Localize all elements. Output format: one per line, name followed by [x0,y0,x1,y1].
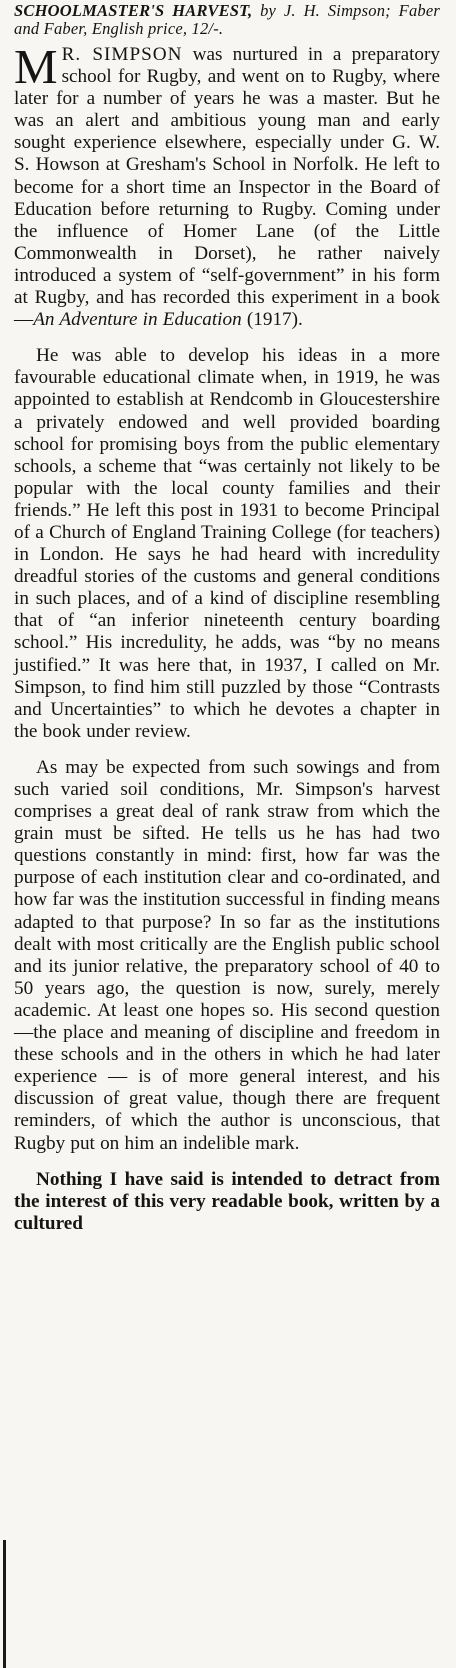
column-rule [3,1540,6,1668]
drop-cap: M [14,39,58,94]
book-byline: by J. H. Simpson; Faber and Faber, English price, 12/-. [14,1,440,38]
paragraph-4: Nothing I have said is intended to detract from the interest of this very readable book, written by a cultured [14,1168,440,1234]
paragraph-1-text: was nurtured in a preparatory school for Rugby, and went on to Rugby, where later for a number of years he was a master. But he was an alert and ambitious young man and early sought experience elsewhere, especially under G. W. S. Howson at Gresham's School in Norfolk. He left to become for a short time an Inspector in the Board of Education before returning to Rugby. Coming under the influence of Homer Lane (of the Little Commonwealth in Dorset), he rather naively introduced a system of “self-government” in his form at Rugby, and has recorded this experiment in a book— [14,44,440,331]
cited-book-title: An Adventure in Education [33,309,242,331]
review-heading [14,2,440,38]
paragraph-2: He was able to develop his ideas in a more favourable educational climate when, in 1919, he was appointed to establish at Rendcomb in Gloucestershire a privately endowed and well provided boarding school for promising boys from the public elementary schools, a scheme that “was certainly not likely to be popular with the local county families and their friends.” He left this post in 1931 to become Principal of a Church of England Training College (for teachers) in London. He says he had heard with incredulity dreadful stories of the customs and general conditions in such places, and of a kind of discipline resembling that of “an inferior nineteenth century boarding school.” His incredulity, he adds, was “by no means justified.” It was here that, in 1937, I called on Mr. Simpson, to find him still puzzled by those “Contrasts and Uncertainties” to which he devotes a chapter in the book under review. [14,345,440,742]
paragraph-3: As may be expected from such sowings and from such varied soil conditions, Mr. Simpson's harvest comprises a great deal of rank straw from which the grain must be sifted. He tells us he has had two questions constantly in mind: first, how far was the purpose of each institution clear and co-ordinated, and how far was the institution successful in finding means adapted to that purpose? In so far as the institutions dealt with most critically are the English public school and its junior relative, the preparatory school of 40 to 50 years ago, the question is now, surely, merely academic. At least one hopes so. His second question—the place and meaning of discipline and freedom in these schools and in the others in which he had later experience — is of more general interest, and his discussion of great value, though there are frequent reminders, of which the author is unconscious, that Rugby put on him an indelible mark. [14,756,440,1154]
paragraph-1-tail: (1917). [241,309,303,331]
paragraph-1 [14,39,440,331]
paragraph-1-lead: R. SIMPSON [61,44,183,65]
book-title-heading: SCHOOLMASTER'S HARVEST, [14,1,253,20]
review-column [14,2,440,1249]
